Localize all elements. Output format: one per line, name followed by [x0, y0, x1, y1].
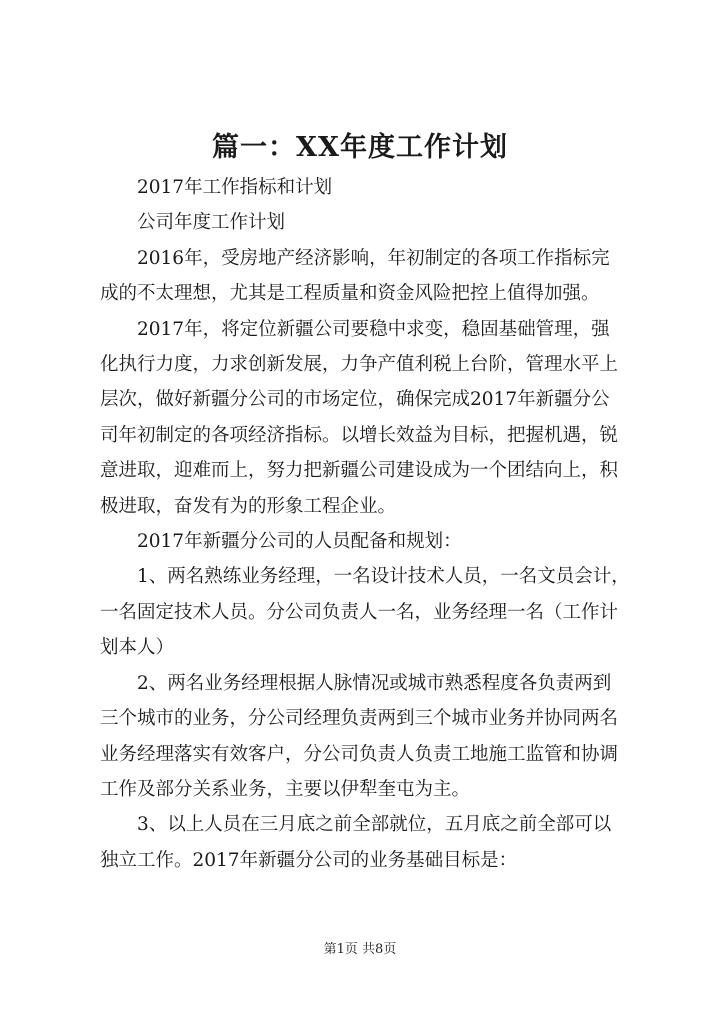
paragraph-subheading — [100, 205, 638, 240]
text-line: 2016年，受房地产经济影响，年初制定的各项工作指标完 — [137, 247, 610, 269]
paragraph — [100, 524, 638, 559]
text-line: 划本人） — [100, 637, 175, 659]
paragraph — [100, 241, 638, 312]
text-line: 化执行力度，力求创新发展，力争产值利税上台阶，管理水平上 — [100, 354, 619, 376]
text-line: 一名固定技术人员。分公司负责人一名，业务经理一名（工作计 — [100, 601, 619, 623]
text-line: 2017年，将定位新疆公司要稳中求变，稳固基础管理，强 — [137, 318, 610, 340]
text-line: 司年初制定的各项经济指标。以增长效益为目标，把握机遇，锐 — [100, 424, 619, 446]
paragraph — [100, 666, 638, 808]
page-footer: 第1页 共8页 — [323, 942, 397, 957]
paragraph — [100, 807, 638, 878]
text-line: 3、以上人员在三月底之前全部就位，五月底之前全部可以 — [137, 814, 612, 836]
text-line: 极进取，奋发有为的形象工程企业。 — [100, 495, 397, 517]
text-line: 独立工作。2017年新疆分公司的业务基础目标是： — [100, 849, 518, 871]
text-line: 层次，做好新疆分公司的市场定位，确保完成2017年新疆分公 — [100, 389, 610, 411]
paragraph-section-heading — [100, 170, 638, 205]
text-line: 成的不太理想，尤其是工程质量和资金风险把控上值得加强。 — [100, 283, 600, 305]
text-line: 三个城市的业务，分公司经理负责两到三个城市业务并协同两名 — [100, 708, 619, 730]
text-line: 业务经理落实有效客户，分公司负责人负责工地施工监管和协调 — [100, 743, 619, 765]
document-title: 篇一：XX年度工作计划 — [212, 132, 508, 163]
paragraph — [100, 559, 638, 665]
text-line: 2017年新疆分公司的人员配备和规划： — [137, 531, 462, 553]
text-line: 工作及部分关系业务，主要以伊犁奎屯为主。 — [100, 778, 471, 800]
text-line: 公司年度工作计划 — [137, 212, 286, 234]
text-line: 2017年工作指标和计划 — [137, 177, 333, 198]
text-line: 1、两名熟练业务经理，一名设计技术人员，一名文员会计， — [137, 566, 630, 588]
text-line: 意进取，迎难而上，努力把新疆公司建设成为一个团结向上，积 — [100, 460, 619, 482]
paragraph — [100, 312, 638, 524]
document-body — [100, 170, 638, 878]
text-line: 2、两名业务经理根据人脉情况或城市熟悉程度各负责两到 — [137, 672, 612, 694]
